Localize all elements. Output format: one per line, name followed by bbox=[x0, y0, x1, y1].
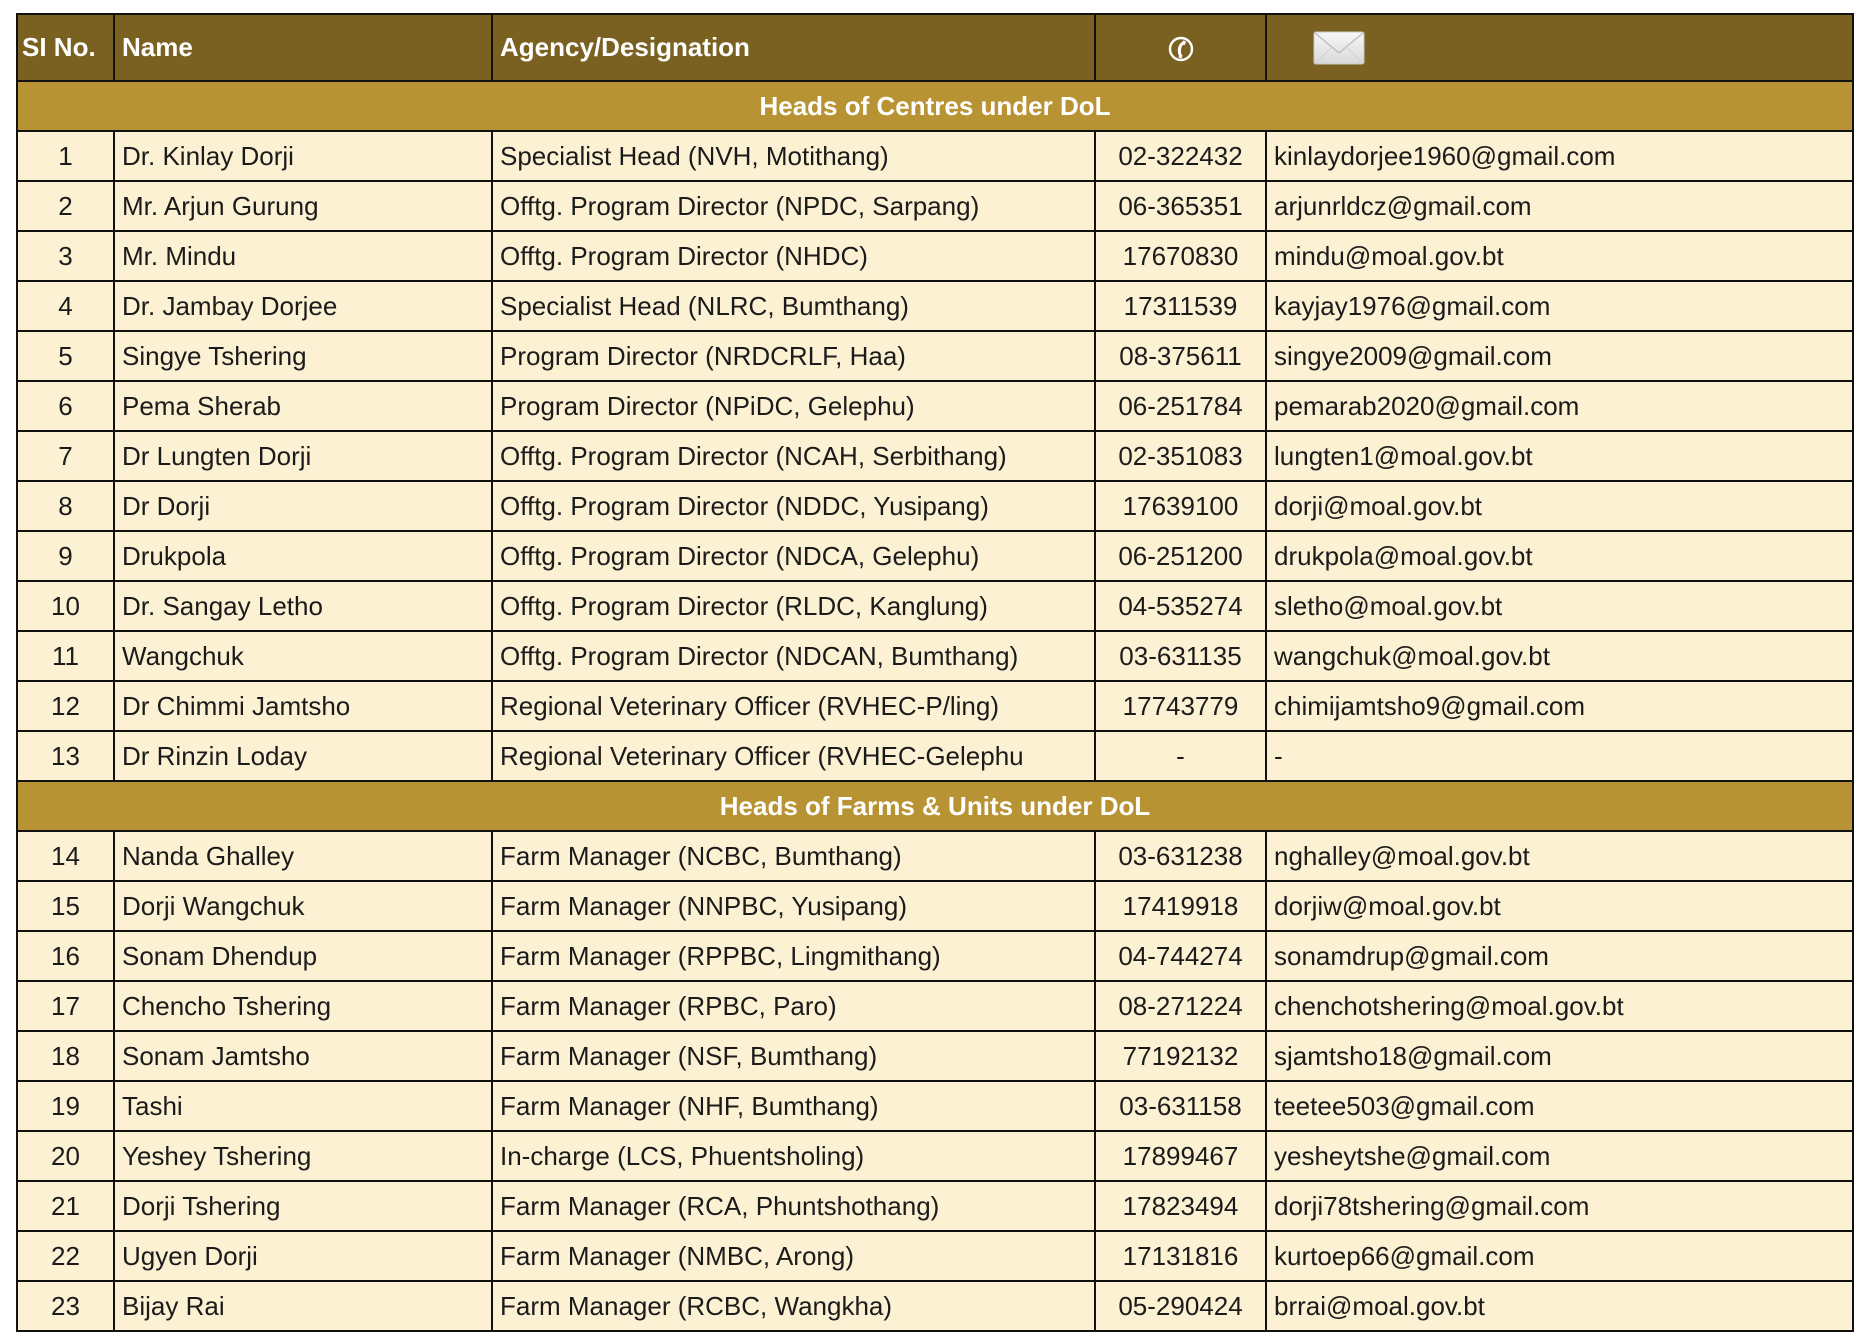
name-cell: Singye Tshering bbox=[114, 331, 492, 381]
table-row bbox=[17, 731, 1853, 781]
table-row bbox=[17, 331, 1853, 381]
email-cell: sletho@moal.gov.bt bbox=[1266, 581, 1853, 631]
sl-no-cell: 5 bbox=[17, 331, 114, 381]
table-row bbox=[17, 1281, 1853, 1331]
sl-no-cell: 19 bbox=[17, 1081, 114, 1131]
name-cell: Dr. Kinlay Dorji bbox=[114, 131, 492, 181]
agency-cell: Farm Manager (RCBC, Wangkha) bbox=[492, 1281, 1095, 1331]
phone-cell: 03-631238 bbox=[1095, 831, 1266, 881]
phone-cell: 77192132 bbox=[1095, 1031, 1266, 1081]
phone-cell: 17311539 bbox=[1095, 281, 1266, 331]
name-cell: Chencho Tshering bbox=[114, 981, 492, 1031]
name-cell: Dr. Sangay Letho bbox=[114, 581, 492, 631]
agency-cell: Offtg. Program Director (NDCA, Gelephu) bbox=[492, 531, 1095, 581]
table-row bbox=[17, 681, 1853, 731]
table-row bbox=[17, 1081, 1853, 1131]
agency-cell: Farm Manager (NCBC, Bumthang) bbox=[492, 831, 1095, 881]
name-cell: Dr Lungten Dorji bbox=[114, 431, 492, 481]
agency-cell: Offtg. Program Director (NDCAN, Bumthang) bbox=[492, 631, 1095, 681]
phone-cell: 03-631135 bbox=[1095, 631, 1266, 681]
agency-cell: Regional Veterinary Officer (RVHEC-Gelephu bbox=[492, 731, 1095, 781]
email-cell: kurtoep66@gmail.com bbox=[1266, 1231, 1853, 1281]
email-cell: chimijamtsho9@gmail.com bbox=[1266, 681, 1853, 731]
email-cell: dorji@moal.gov.bt bbox=[1266, 481, 1853, 531]
table-row bbox=[17, 981, 1853, 1031]
phone-cell: 02-322432 bbox=[1095, 131, 1266, 181]
table-row bbox=[17, 181, 1853, 231]
agency-cell: Program Director (NPiDC, Gelephu) bbox=[492, 381, 1095, 431]
email-cell: wangchuk@moal.gov.bt bbox=[1266, 631, 1853, 681]
name-cell: Dorji Tshering bbox=[114, 1181, 492, 1231]
name-cell: Ugyen Dorji bbox=[114, 1231, 492, 1281]
name-cell: Bijay Rai bbox=[114, 1281, 492, 1331]
phone-cell: 17131816 bbox=[1095, 1231, 1266, 1281]
sl-no-cell: 7 bbox=[17, 431, 114, 481]
contact-directory-table bbox=[16, 13, 1854, 1332]
phone-cell: 05-290424 bbox=[1095, 1281, 1266, 1331]
sl-no-cell: 16 bbox=[17, 931, 114, 981]
name-cell: Mr. Mindu bbox=[114, 231, 492, 281]
sl-no-cell: 1 bbox=[17, 131, 114, 181]
agency-cell: Regional Veterinary Officer (RVHEC-P/ling) bbox=[492, 681, 1095, 731]
name-cell: Yeshey Tshering bbox=[114, 1131, 492, 1181]
email-cell: kayjay1976@gmail.com bbox=[1266, 281, 1853, 331]
sl-no-cell: 22 bbox=[17, 1231, 114, 1281]
name-cell: Tashi bbox=[114, 1081, 492, 1131]
sl-no-cell: 8 bbox=[17, 481, 114, 531]
phone-cell: 08-271224 bbox=[1095, 981, 1266, 1031]
email-cell: teetee503@gmail.com bbox=[1266, 1081, 1853, 1131]
agency-cell: Offtg. Program Director (NHDC) bbox=[492, 231, 1095, 281]
email-cell: dorjiw@moal.gov.bt bbox=[1266, 881, 1853, 931]
table-row bbox=[17, 881, 1853, 931]
email-cell: singye2009@gmail.com bbox=[1266, 331, 1853, 381]
agency-cell: Offtg. Program Director (RLDC, Kanglung) bbox=[492, 581, 1095, 631]
table-row bbox=[17, 931, 1853, 981]
name-cell: Drukpola bbox=[114, 531, 492, 581]
name-cell: Nanda Ghalley bbox=[114, 831, 492, 881]
name-cell: Sonam Jamtsho bbox=[114, 1031, 492, 1081]
table-row bbox=[17, 281, 1853, 331]
email-cell: lungten1@moal.gov.bt bbox=[1266, 431, 1853, 481]
sl-no-cell: 3 bbox=[17, 231, 114, 281]
table-row bbox=[17, 631, 1853, 681]
sl-no-cell: 12 bbox=[17, 681, 114, 731]
phone-cell: 06-365351 bbox=[1095, 181, 1266, 231]
agency-cell: Farm Manager (RPBC, Paro) bbox=[492, 981, 1095, 1031]
phone-cell: - bbox=[1095, 731, 1266, 781]
table-row bbox=[17, 381, 1853, 431]
email-cell: yesheytshe@gmail.com bbox=[1266, 1131, 1853, 1181]
table-row bbox=[17, 1131, 1853, 1181]
contact-table-container bbox=[16, 13, 1854, 1332]
section-header-row bbox=[17, 781, 1853, 831]
section-title: Heads of Farms & Units under DoL bbox=[17, 781, 1853, 831]
agency-cell: Farm Manager (NHF, Bumthang) bbox=[492, 1081, 1095, 1131]
column-header-sl-no: SI No. bbox=[17, 14, 114, 81]
phone-cell: 17899467 bbox=[1095, 1131, 1266, 1181]
phone-cell: 17639100 bbox=[1095, 481, 1266, 531]
agency-cell: Offtg. Program Director (NCAH, Serbithang) bbox=[492, 431, 1095, 481]
agency-cell: Offtg. Program Director (NPDC, Sarpang) bbox=[492, 181, 1095, 231]
agency-cell: Offtg. Program Director (NDDC, Yusipang) bbox=[492, 481, 1095, 531]
agency-cell: Specialist Head (NVH, Motithang) bbox=[492, 131, 1095, 181]
phone-cell: 06-251784 bbox=[1095, 381, 1266, 431]
phone-cell: 17823494 bbox=[1095, 1181, 1266, 1231]
email-cell: arjunrldcz@gmail.com bbox=[1266, 181, 1853, 231]
email-cell: sonamdrup@gmail.com bbox=[1266, 931, 1853, 981]
agency-cell: In-charge (LCS, Phuentsholing) bbox=[492, 1131, 1095, 1181]
table-row bbox=[17, 831, 1853, 881]
name-cell: Pema Sherab bbox=[114, 381, 492, 431]
email-cell: drukpola@moal.gov.bt bbox=[1266, 531, 1853, 581]
name-cell: Wangchuk bbox=[114, 631, 492, 681]
table-row bbox=[17, 431, 1853, 481]
email-cell: chenchotshering@moal.gov.bt bbox=[1266, 981, 1853, 1031]
table-row bbox=[17, 1031, 1853, 1081]
table-row bbox=[17, 231, 1853, 281]
name-cell: Dr. Jambay Dorjee bbox=[114, 281, 492, 331]
column-header-agency: Agency/Designation bbox=[492, 14, 1095, 81]
email-cell: sjamtsho18@gmail.com bbox=[1266, 1031, 1853, 1081]
sl-no-cell: 21 bbox=[17, 1181, 114, 1231]
phone-cell: 03-631158 bbox=[1095, 1081, 1266, 1131]
name-cell: Sonam Dhendup bbox=[114, 931, 492, 981]
agency-cell: Farm Manager (RCA, Phuntshothang) bbox=[492, 1181, 1095, 1231]
table-body bbox=[17, 81, 1853, 1331]
email-cell: kinlaydorjee1960@gmail.com bbox=[1266, 131, 1853, 181]
column-header-email bbox=[1266, 14, 1853, 81]
name-cell: Dr Dorji bbox=[114, 481, 492, 531]
phone-icon bbox=[1168, 36, 1194, 62]
table-row bbox=[17, 531, 1853, 581]
phone-cell: 06-251200 bbox=[1095, 531, 1266, 581]
column-header-phone bbox=[1095, 14, 1266, 81]
sl-no-cell: 20 bbox=[17, 1131, 114, 1181]
agency-cell: Farm Manager (NNPBC, Yusipang) bbox=[492, 881, 1095, 931]
sl-no-cell: 2 bbox=[17, 181, 114, 231]
sl-no-cell: 18 bbox=[17, 1031, 114, 1081]
sl-no-cell: 15 bbox=[17, 881, 114, 931]
agency-cell: Specialist Head (NLRC, Bumthang) bbox=[492, 281, 1095, 331]
table-row bbox=[17, 1181, 1853, 1231]
phone-cell: 17419918 bbox=[1095, 881, 1266, 931]
table-row bbox=[17, 481, 1853, 531]
phone-cell: 17670830 bbox=[1095, 231, 1266, 281]
name-cell: Mr. Arjun Gurung bbox=[114, 181, 492, 231]
agency-cell: Farm Manager (NSF, Bumthang) bbox=[492, 1031, 1095, 1081]
column-header-name: Name bbox=[114, 14, 492, 81]
sl-no-cell: 23 bbox=[17, 1281, 114, 1331]
email-cell: pemarab2020@gmail.com bbox=[1266, 381, 1853, 431]
sl-no-cell: 11 bbox=[17, 631, 114, 681]
sl-no-cell: 17 bbox=[17, 981, 114, 1031]
phone-cell: 02-351083 bbox=[1095, 431, 1266, 481]
email-cell: mindu@moal.gov.bt bbox=[1266, 231, 1853, 281]
agency-cell: Farm Manager (RPPBC, Lingmithang) bbox=[492, 931, 1095, 981]
table-row bbox=[17, 131, 1853, 181]
name-cell: Dorji Wangchuk bbox=[114, 881, 492, 931]
section-title: Heads of Centres under DoL bbox=[17, 81, 1853, 131]
name-cell: Dr Rinzin Loday bbox=[114, 731, 492, 781]
email-cell: brrai@moal.gov.bt bbox=[1266, 1281, 1853, 1331]
sl-no-cell: 13 bbox=[17, 731, 114, 781]
email-cell: - bbox=[1266, 731, 1853, 781]
table-row bbox=[17, 581, 1853, 631]
sl-no-cell: 6 bbox=[17, 381, 114, 431]
email-cell: nghalley@moal.gov.bt bbox=[1266, 831, 1853, 881]
sl-no-cell: 10 bbox=[17, 581, 114, 631]
sl-no-cell: 4 bbox=[17, 281, 114, 331]
agency-cell: Farm Manager (NMBC, Arong) bbox=[492, 1231, 1095, 1281]
phone-cell: 04-744274 bbox=[1095, 931, 1266, 981]
table-row bbox=[17, 1231, 1853, 1281]
agency-cell: Program Director (NRDCRLF, Haa) bbox=[492, 331, 1095, 381]
email-cell: dorji78tshering@gmail.com bbox=[1266, 1181, 1853, 1231]
envelope-icon bbox=[1313, 31, 1365, 65]
phone-cell: 17743779 bbox=[1095, 681, 1266, 731]
table-header-row bbox=[17, 14, 1853, 81]
phone-cell: 04-535274 bbox=[1095, 581, 1266, 631]
name-cell: Dr Chimmi Jamtsho bbox=[114, 681, 492, 731]
phone-cell: 08-375611 bbox=[1095, 331, 1266, 381]
sl-no-cell: 9 bbox=[17, 531, 114, 581]
sl-no-cell: 14 bbox=[17, 831, 114, 881]
section-header-row bbox=[17, 81, 1853, 131]
